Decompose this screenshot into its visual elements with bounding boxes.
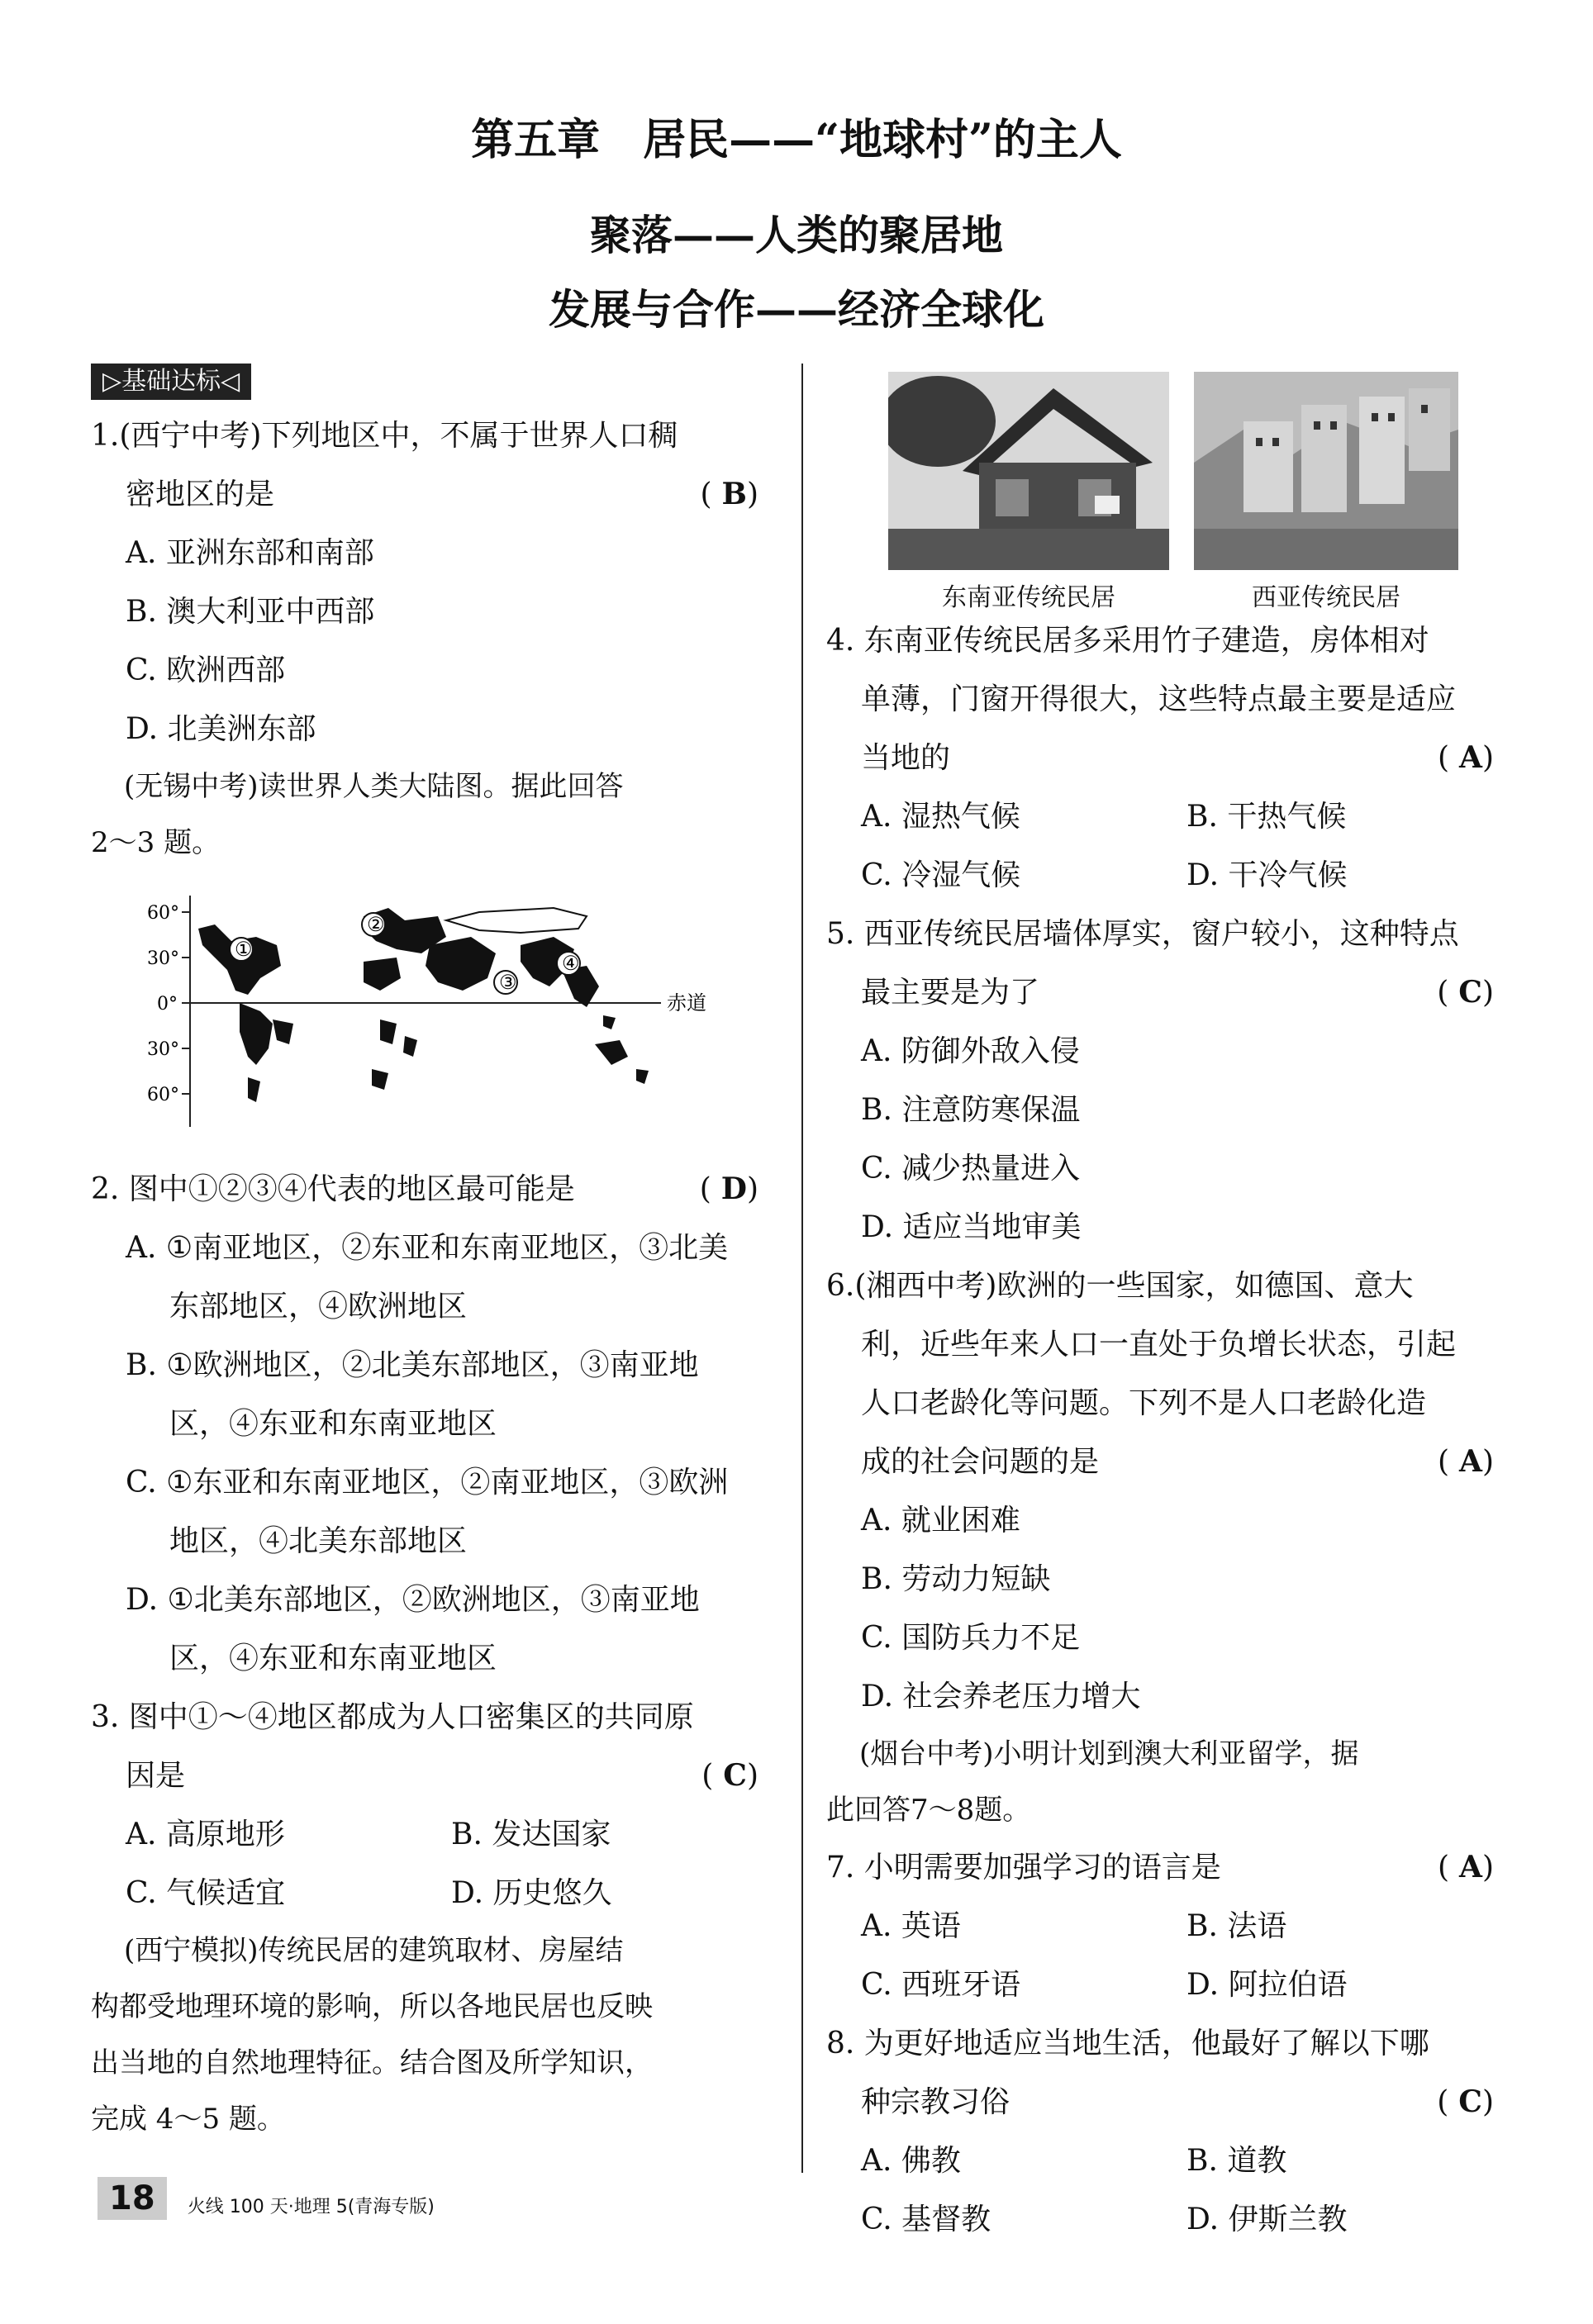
lat-30s: 30°	[147, 1039, 179, 1060]
chapter-title: 第五章 居民——“地球村”的主人	[471, 115, 1122, 165]
q2-option-d-l2: 区，④东亚和东南亚地区	[169, 1642, 497, 1675]
q3-option-a: A. 高原地形	[126, 1818, 285, 1851]
q7-option-d: D. 阿拉伯语	[1186, 1968, 1348, 2002]
q5-option-a: A. 防御外敌入侵	[861, 1034, 1080, 1068]
title-block	[0, 107, 1593, 347]
q8-option-c: C. 基督教	[861, 2203, 991, 2236]
q6-answer: (A)	[1437, 1444, 1504, 1479]
q5-answer: (C)	[1437, 975, 1504, 1010]
q8-option-d: D. 伊斯兰教	[1186, 2203, 1348, 2236]
section-title-2: 发展与合作——经济全球化	[549, 285, 1044, 334]
lat-60s: 60°	[147, 1085, 179, 1105]
photo2-caption: 西亚传统民居	[1252, 583, 1400, 612]
q1-option-b: B. 澳大利亚中西部	[126, 595, 375, 629]
q1-option-d: D. 北美洲东部	[126, 712, 316, 746]
world-population-map	[91, 879, 719, 1143]
q2-option-a-l1: A. ①南亚地区，②东亚和东南亚地区，③北美	[126, 1231, 729, 1265]
question-2: 2. 图中①②③④代表的地区最可能是 (D)	[91, 1160, 777, 1219]
column-divider	[801, 364, 803, 2173]
lat-0: 0°	[157, 994, 178, 1015]
q3-option-c: C. 气候适宜	[126, 1876, 286, 1910]
marker-3: ③	[499, 971, 517, 994]
q8-option-b: B. 道教	[1186, 2144, 1287, 2178]
marker-1: ①	[235, 938, 253, 961]
intro-2-3: (无锡中考)读世界人类大陆图。据此回答 2～3 题。	[91, 770, 624, 859]
q2-option-d-l1: D. ①北美东部地区，②欧洲地区，③南亚地	[126, 1583, 700, 1617]
q6-option-c: C. 国防兵力不足	[861, 1621, 1081, 1655]
q2-answer: (D)	[699, 1172, 768, 1206]
lat-60n: 60°	[147, 903, 179, 924]
q1-answer: (B)	[700, 477, 768, 511]
q4-option-b: B. 干热气候	[1186, 800, 1347, 834]
q1-option-a: A. 亚洲东部和南部	[126, 536, 374, 570]
q6-option-d: D. 社会养老压力增大	[861, 1680, 1141, 1713]
marker-4: ④	[562, 952, 580, 975]
q5-option-c: C. 减少热量进入	[861, 1152, 1081, 1186]
q7-answer: (A)	[1437, 1850, 1504, 1884]
question-4: 4. 东南亚传统民居多采用竹子建造，房体相对	[826, 624, 1429, 658]
q2-option-b-l2: 区，④东亚和东南亚地区	[169, 1407, 497, 1441]
section-title-1: 聚落——人类的聚居地	[590, 211, 1003, 259]
q3-option-d: D. 历史悠久	[451, 1876, 612, 1910]
population-blobs	[198, 908, 649, 1102]
question-1	[91, 406, 777, 465]
q2-option-a-l2: 东部地区，④欧洲地区	[169, 1290, 468, 1324]
intro-7-8: (烟台中考)小明计划到澳大利亚留学，据 此回答7～8题。	[826, 1737, 1359, 1827]
q5-option-d: D. 适应当地审美	[861, 1210, 1082, 1244]
q3-answer: (C)	[701, 1758, 768, 1793]
q6-option-a: A. 就业困难	[861, 1504, 1020, 1537]
page-number: 18	[97, 2177, 167, 2220]
q5-option-b: B. 注意防寒保温	[861, 1093, 1081, 1127]
right-column: 东南亚传统民居 西亚传统民居 4. 东南亚传统民居多采用竹子建造，房体相对 单薄，门窗开得很大，这些特点最主要是适应 当地的 (A) A. 湿热气候 B. 干热气候 C. 冷湿气候 D. 干冷气候 5. 西亚传统民居墙体厚实，窗户较小，这种特点 最主要是为了 (C) A. 防御外敌入侵 B. 注意防寒保温 C. 减少热量进入 D. 适应当地审美 6.(湘西中考)欧洲的一些国家，如德国、意大 利，近些年来人口一直处于负增长状态，引起 人口老龄化等问题。下列不是人口老龄化造 成的社会问题的是 (A) A. 就业困难 B. 劳动力短缺 C. 国防兵力不足 D. 社会养老压力增大 (烟台中考)小明计划到澳大利亚留学，据 此回答7～8题。 7. 小明需要加强学习的语言是 (A) A. 英语 B. 法语 C. 西班牙语 D. 阿拉伯语 8. 为更好地适应当地生活，他最好了解以下哪 种宗教习俗 (C) A. 佛教 B. 道教 C. 基督教 D. 伊斯兰教	[826, 364, 1512, 2249]
map-svg	[91, 879, 719, 1143]
question-6: 6.(湘西中考)欧洲的一些国家，如德国、意大	[826, 1269, 1414, 1303]
q6-option-b: B. 劳动力短缺	[861, 1562, 1051, 1596]
q1-line1: 1.(西宁中考)下列地区中，不属于世界人口稠	[91, 419, 678, 453]
equator-label: 赤道	[667, 991, 706, 1015]
q7-option-c: C. 西班牙语	[861, 1968, 1021, 2002]
west-asia-house-photo	[1194, 372, 1458, 570]
q7-option-b: B. 法语	[1186, 1909, 1287, 1943]
q8-option-a: A. 佛教	[861, 2144, 961, 2178]
q4-option-c: C. 冷湿气候	[861, 858, 1021, 892]
q7-option-a: A. 英语	[861, 1909, 961, 1943]
page-footer	[97, 2177, 435, 2220]
book-title: 火线 100 天·地理 5(青海专版)	[187, 2197, 435, 2217]
q1-line2: 密地区的是	[126, 478, 275, 511]
q1-option-c: C. 欧洲西部	[126, 653, 286, 687]
question-3: 3. 图中①～④地区都成为人口密集区的共同原	[91, 1700, 694, 1734]
lat-30n: 30°	[147, 948, 179, 969]
southeast-asia-house-photo	[888, 372, 1169, 570]
q2-option-c-l1: C. ①东亚和东南亚地区，②南亚地区，③欧洲	[126, 1466, 729, 1499]
q3-option-b: B. 发达国家	[451, 1818, 611, 1851]
q4-answer: (A)	[1437, 740, 1504, 775]
q4-option-d: D. 干冷气候	[1186, 858, 1348, 892]
question-5: 5. 西亚传统民居墙体厚实，窗户较小，这种特点	[826, 917, 1459, 951]
marker-2: ②	[367, 913, 385, 936]
q8-answer: (C)	[1437, 2084, 1504, 2119]
photo1-caption: 东南亚传统民居	[942, 583, 1115, 612]
photo-row	[826, 364, 1512, 611]
intro-4-5: (西宁模拟)传统民居的建筑取材、房屋结 构都受地理环境的影响，所以各地民居也反映 出当地的自然地理特征。结合图及所学知识， 完成 4～5 题。	[91, 1934, 653, 2136]
section-label: ▷基础达标◁	[91, 364, 251, 400]
question-7: 7. 小明需要加强学习的语言是 (A)	[826, 1838, 1512, 1897]
left-column: ▷基础达标◁ 1.(西宁中考)下列地区中，不属于世界人口稠 密地区的是 (B) A. 亚洲东部和南部 B. 澳大利亚中西部 C. 欧洲西部 D. 北美洲东部 (无锡中考)读世界人类大陆图。据此回答 2～3 题。 60° 30° 0° 30° 60° 赤道 ① ② ③ ④ 2. 图中①②③④代表的地区最可能是 (D) A. ①南亚地区，②东亚和东南亚地区，③北美 东部地区，④欧洲地区 B. ①欧洲地区，②北美东部地区，③南亚地 区，④东亚和东南亚地区 C. ①东亚和东南亚地区，②南亚地区，③欧洲 地区，④北美东部地区 D. ①北美东部地区，②欧洲地区，③南亚地 区，④东亚和东南亚地区 3. 图中①～④地区都成为人口密集区的共同原 因是 (C) A. 高原地形 B. 发达国家 C. 气候适宜 D. 历史悠久 (西宁模拟)传统民居的建筑取材、房屋结 构都受地理环境的影响，所以各地民居也反映 出当地的自然地理特征。结合图及所学知识， 完成 4～5 题。	[91, 364, 777, 2147]
q2-option-c-l2: 地区，④北美东部地区	[169, 1524, 468, 1558]
question-8: 8. 为更好地适应当地生活，他最好了解以下哪	[826, 2027, 1429, 2060]
q4-option-a: A. 湿热气候	[861, 800, 1020, 834]
q2-option-b-l1: B. ①欧洲地区，②北美东部地区，③南亚地	[126, 1348, 699, 1382]
